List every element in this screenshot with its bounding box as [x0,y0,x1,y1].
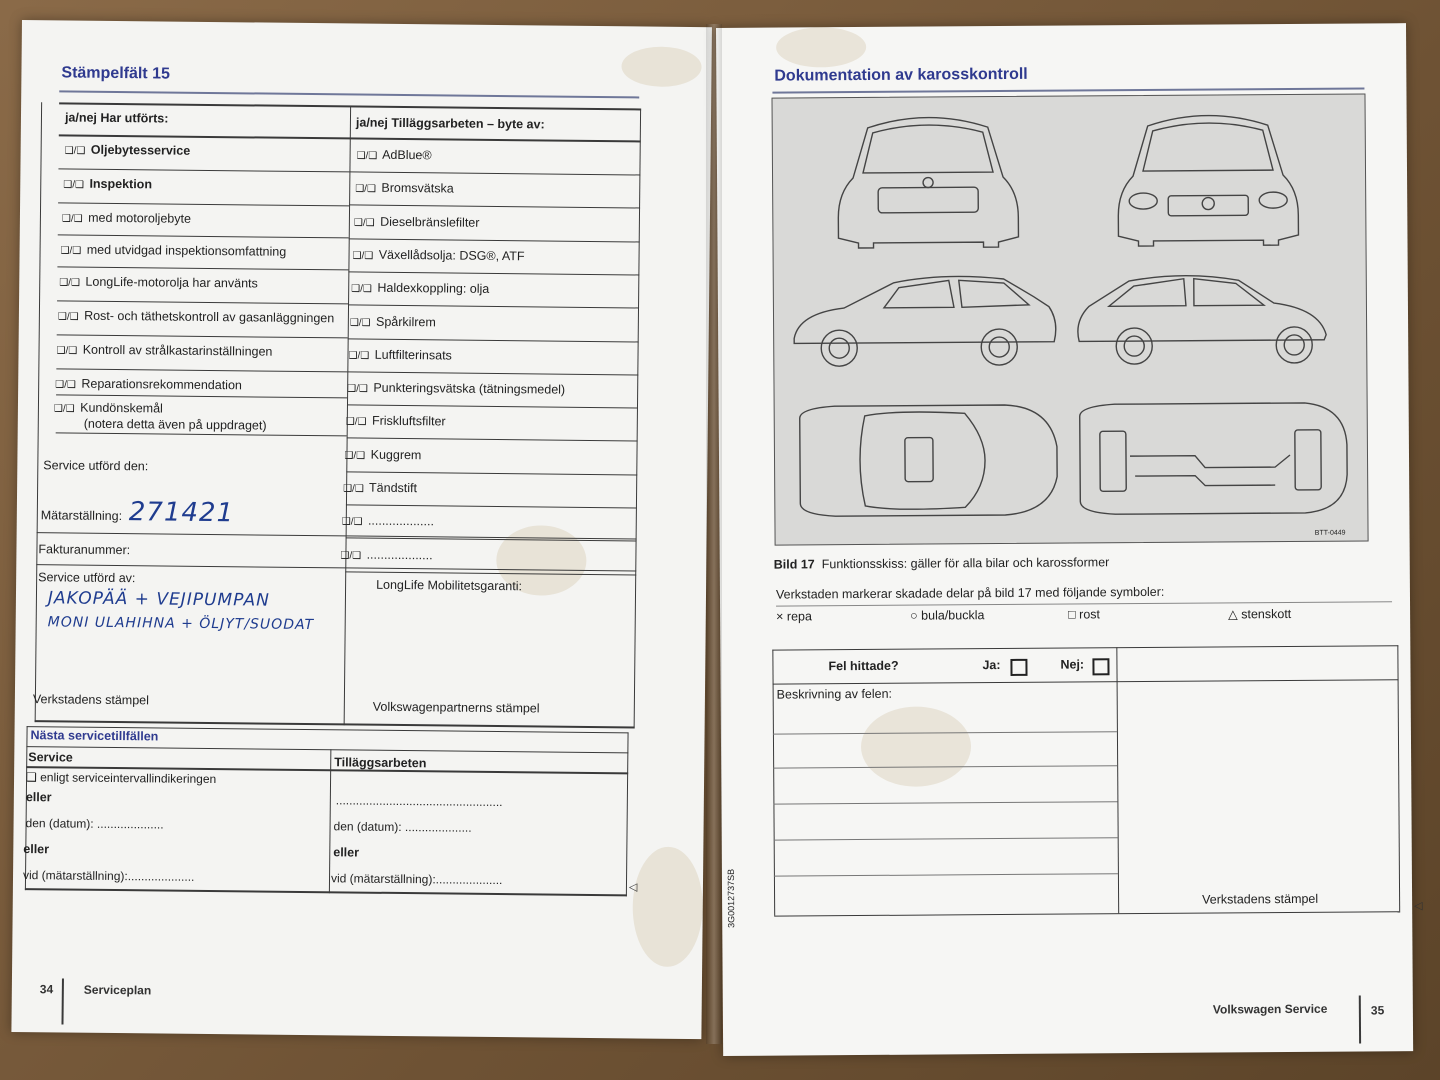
side-code: 3G0012737SB [725,868,737,928]
or-label-3: eller [333,845,360,860]
partner-stamp-label: Volkswagenpartnerns stämpel [372,699,540,716]
next-option-indicator: ❑ enligt serviceintervallindikeringen [25,770,217,787]
next-date-left: den (datum): .................... [25,816,164,832]
checkbox-pair-icon[interactable]: ❑/❑ [353,217,375,229]
col1-item [62,210,191,225]
checkbox-pair-icon[interactable]: ❑/❑ [349,316,371,329]
workshop-stamp-label: Verkstadens stämpel [32,692,150,708]
checkbox-pair-icon[interactable]: ❑/❑ [60,245,82,257]
odometer-label: Mätarställning: [40,508,123,524]
col1-item-label: Oljebytesservice [90,142,191,158]
next-odo-left: vid (mätarställning):.................... [22,868,195,884]
col2-item [351,281,489,296]
next-service-title: Nästa servicetillfällen [30,728,159,744]
col2-item [340,547,432,562]
checkbox-pair-icon[interactable]: ❑/❑ [344,450,366,462]
col2-item-label: Dieselbränslefilter [380,214,480,230]
col2-header: ja/nej Tilläggsarbeten – byte av: [355,115,545,132]
or-label-2: eller [23,842,50,857]
next-dots-right: .................................................. [335,793,503,810]
symbol-label: rost [1079,607,1101,622]
col2-item-label: Växellådsolja: DSG®, ATF [378,247,525,264]
next-col1-header: Service [28,750,73,765]
col2-item [354,214,480,229]
checkbox-pair-icon[interactable]: ❑/❑ [61,213,83,225]
footer-brand: Volkswagen Service [1212,1001,1328,1017]
col2-item-label: Tändstift [369,480,418,496]
right-page [716,23,1423,1056]
next-date-right: den (datum): .................... [333,819,472,835]
symbol-glyph-icon: ○ [910,608,918,623]
checkbox-pair-icon[interactable]: ❑/❑ [345,416,367,429]
checkbox-pair-icon[interactable]: ❑/❑ [55,379,76,391]
col2-item-label: AdBlue® [382,147,432,163]
or-label-1: eller [25,790,52,805]
checkbox-pair-icon[interactable]: ❑/❑ [56,345,78,357]
checkbox-pair-icon[interactable]: ❑/❑ [57,311,79,323]
row-divider [348,338,639,342]
row-divider [347,371,638,375]
col1-item-label: Kundönskemål [80,400,163,416]
row-divider [348,305,639,309]
col2-item-label: Spårkilrem [375,314,436,329]
checkbox-pair-icon[interactable]: ❑/❑ [351,283,372,295]
col1-item [56,342,272,358]
symbol-legend [776,603,1376,627]
row-divider [346,504,637,508]
row-divider [57,300,348,304]
symbol-label: repa [786,609,812,624]
odometer-handwritten: 271421 [128,497,235,529]
handwritten-line-1: JAKOPÄÄ + VEJIPUMPAN [47,588,270,611]
handwritten-line-2: MONI ULAHIHNA + ÖLJYT/SUODAT [47,614,315,634]
symbol-item [910,608,984,623]
row-divider [349,171,640,175]
col1-item [58,308,335,325]
row-divider [57,334,348,338]
col1-item [63,176,152,191]
row-divider [349,238,640,242]
symbol-item [1068,607,1100,621]
col2-item [348,347,451,362]
col1-item-label: (notera detta även på uppdraget) [83,416,267,433]
col2-item-label: Haldexkoppling: olja [377,280,490,297]
col1-item-label: Inspektion [89,176,153,192]
row-divider [348,271,639,275]
book-spine [706,24,722,1044]
figure-code: BTT-0449 [1314,529,1346,537]
checkbox-pair-icon[interactable]: ❑/❑ [355,183,377,196]
checkbox-pair-icon[interactable]: ❑/❑ [59,277,81,289]
col2-item [343,480,417,495]
col1-item [59,274,258,290]
page-title-right: Dokumentation av karosskontroll [774,65,1028,85]
symbol-item [1228,606,1291,621]
checkbox-pair-icon[interactable]: ❑/❑ [64,145,86,157]
row-divider [347,405,638,409]
col2-item [342,514,434,529]
col2-item [347,381,565,397]
col2-item [357,148,432,163]
row-divider [58,234,349,238]
symbol-glyph-icon: △ [1228,607,1238,622]
col2-item [355,181,454,196]
row-divider [345,571,636,575]
invoice-label: Fakturanummer: [38,542,131,558]
checkbox-pair-icon[interactable]: ❑/❑ [53,403,75,415]
page-title: Stämpelfält 15 [61,64,171,83]
row-divider [56,368,347,372]
next-col2-header: Tilläggsarbeten [334,755,427,771]
row-divider [347,438,638,442]
row-divider [56,394,347,398]
col1-item-label: Reparationsrekommendation [81,376,242,393]
page-number-left: 34 [39,982,54,997]
col2-item [352,247,524,263]
figure-caption [774,555,1110,571]
col2-item-label: Friskluftsfilter [371,414,446,429]
yes-label: Ja: [982,658,1001,673]
workshop-stamp-right: Verkstadens stämpel [1202,891,1319,907]
checkbox-pair-icon[interactable]: ❑/❑ [348,350,370,362]
col2-item [344,447,421,462]
page-tab-icon: ◁ [628,881,638,894]
no-checkbox[interactable] [1092,658,1109,675]
instruction-text: Verkstaden markerar skadade delar på bild 17 med följande symboler: [775,584,1165,602]
symbol-label: stenskott [1241,606,1292,622]
section-name: Serviceplan [83,982,152,998]
col2-item-label: Bromsvätska [381,181,454,196]
checkbox-pair-icon[interactable]: ❑/❑ [340,549,362,562]
col1-item-label: LongLife-motorolja har använts [85,274,258,291]
checkbox-pair-icon[interactable]: ❑/❑ [356,150,378,162]
col1-item-label: Kontroll av strålkastarinställningen [82,342,273,359]
col1-item-label: Rost- och täthetskontroll av gasanläggningen [84,308,335,326]
row-divider [57,266,348,270]
col1-item [65,142,191,157]
col1-item [84,417,267,433]
car-diagram [771,93,1368,545]
col2-item [346,414,446,429]
caption-text: Funktionsskiss: gäller för alla bilar och karossformer [821,555,1110,572]
performed-by-label: Service utförd av: [38,570,136,586]
symbol-label: bula/buckla [921,608,985,623]
checkbox-pair-icon[interactable]: ❑/❑ [63,179,85,191]
row-divider [56,432,347,436]
col1-header: ja/nej Har utförts: [64,110,169,126]
page-tab-icon-right: ◁ [1414,900,1423,913]
row-divider [58,168,349,172]
col1-item-label: med utvidgad inspektionsomfattning [86,242,287,259]
col2-item-label: ................... [366,547,433,562]
row-divider [58,202,349,206]
row-divider [349,205,640,209]
col1-item [54,400,163,415]
col2-item-label: Punkteringsvätska (tätningsmedel) [373,380,566,397]
col1-item [61,242,287,258]
no-label: Nej: [1060,657,1085,672]
symbol-glyph-icon: × [776,609,784,624]
symbol-glyph-icon: □ [1068,607,1076,622]
description-label: Beskrivning av felen: [776,686,893,702]
service-date-label: Service utförd den: [43,458,149,474]
row-divider [346,471,637,475]
col1-item [55,376,242,392]
col2-item-label: ................... [367,513,435,529]
col1-item-label: med motoroljebyte [88,210,192,226]
caption-bold: Bild 17 [773,557,815,572]
col2-item-label: Luftfilterinsats [374,347,452,363]
col2-item-label: Kuggrem [370,447,422,462]
checkbox-pair-icon[interactable]: ❑/❑ [341,516,363,528]
next-odo-right: vid (mätarställning):.................... [330,871,503,888]
left-page [11,20,712,1039]
checkbox-pair-icon[interactable]: ❑/❑ [352,250,374,262]
page-number-right: 35 [1370,1003,1385,1018]
checkbox-pair-icon[interactable]: ❑/❑ [343,483,364,495]
checkbox-pair-icon[interactable]: ❑/❑ [347,383,368,395]
yes-checkbox[interactable] [1010,659,1027,676]
symbol-item [776,609,812,623]
longlife-label: LongLife Mobilitetsgaranti: [376,577,523,594]
faults-found-label: Fel hittade? [828,658,899,674]
col2-item [350,314,436,329]
